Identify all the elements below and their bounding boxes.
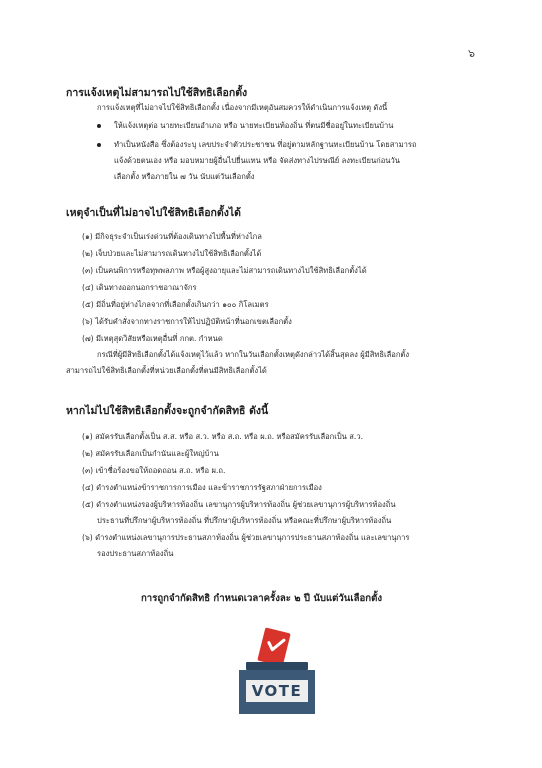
section2-heading: เหตุจำเป็นที่ไม่อาจไปใช้สิทธิเลือกตั้งได้ <box>66 207 241 219</box>
section3-item: (๒) สมัครรับเลือกเป็นกำนันและผู้ใหญ่บ้าน <box>82 449 219 458</box>
footer-heading: การถูกจำกัดสิทธิ กำหนดเวลาครั้งละ ๒ ปี นับแต่วันเลือกตั้ง <box>141 593 383 604</box>
vote-label: VOTE <box>251 682 303 700</box>
section3-item: (๖) ดำรงตำแหน่งเลขานุการประธานสภาท้องถิ่น ผู้ช่วยเลขานุการประธานสภาท้องถิ่น และเลขานุการ <box>82 533 410 542</box>
section2-item: (๖) ได้รับคำสั่งจากทางราชการให้ไปปฏิบัติหน้าที่นอกเขตเลือกตั้ง <box>82 317 292 326</box>
bullet-dot <box>97 124 101 128</box>
section2-item: (๓) เป็นคนพิการหรือทุพพลภาพ หรือผู้สูงอายุและไม่สามารถเดินทางไปใช้สิทธิเลือกตั้งได้ <box>82 266 367 275</box>
section2-item: (๒) เจ็บป่วยและไม่สามารถเดินทางไปใช้สิทธิเลือกตั้งได้ <box>82 249 262 258</box>
section3-item: (๔) ดำรงตำแหน่งข้าราชการการเมือง และข้าราชการรัฐสภาฝ่ายการเมือง <box>82 483 322 492</box>
bullet-dot <box>97 143 101 147</box>
section3-item: (๑) สมัครรับเลือกตั้งเป็น ส.ส. หรือ ส.ว. หรือ ส.ถ. หรือ ผ.ถ. หรือสมัครรับเลือกเป็น ส.ว. <box>82 432 364 441</box>
section1-bullet1: ให้แจ้งเหตุต่อ นายทะเบียนอำเภอ หรือ นายทะเบียนท้องถิ่น ที่ตนมีชื่ออยู่ในทะเบียนบ้าน <box>114 121 394 130</box>
section3-item: (๕) ดำรงตำแหน่งรองผู้บริหารท้องถิ่น เลขานุการผู้บริหารท้องถิ่น ผู้ช่วยเลขานุการผู้บริหารท้องถิ่น <box>82 500 396 509</box>
page-number: ๖ <box>468 47 475 60</box>
section1-bullet2-line3: เลือกตั้ง หรือภายใน ๗ วัน นับแต่วันเลือกตั้ง <box>114 172 255 181</box>
section2-item: (๗) มีเหตุสุดวิสัยหรือเหตุอื่นที่ กกต. กำหนด <box>82 334 223 343</box>
section2-note-line2: สามารถไปใช้สิทธิเลือกตั้งที่หน่วยเลือกตั้งที่ตนมีสิทธิเลือกตั้งได้ <box>66 366 267 375</box>
section3-item: (๓) เข้าชื่อร้องขอให้ถอดถอน ส.ถ. หรือ ผ.ถ. <box>82 466 226 475</box>
section1-bullet2-line2: แจ้งด้วยตนเอง หรือ มอบหมายผู้อื่นไปยื่นแทน หรือ จัดส่งทางไปรษณีย์ ลงทะเบียนก่อนวัน <box>114 156 400 165</box>
section1-heading: การแจ้งเหตุไม่สามารถไปใช้สิทธิเลือกตั้ง <box>66 87 248 99</box>
section1-bullet2-line1: ทำเป็นหนังสือ ซึ่งต้องระบุ เลขประจำตัวประชาชน ที่อยู่ตามหลักฐานทะเบียนบ้าน โดยสามารถ <box>114 140 417 149</box>
section1-intro: การแจ้งเหตุที่ไม่อาจไปใช้สิทธิเลือกตั้ง เนื่องจากมีเหตุอันสมควรให้ดำเนินการแจ้งเหตุ ดังนี้ <box>97 103 388 112</box>
section2-item: (๕) มีถิ่นที่อยู่ห่างไกลจากที่เลือกตั้งเกินกว่า ๑๐๐ กิโลเมตร <box>82 300 269 309</box>
section2-item: (๔) เดินทางออกนอกราชอาณาจักร <box>82 283 197 292</box>
ballot-icon <box>257 627 290 666</box>
section2-note-line1: กรณีที่ผู้มีสิทธิเลือกตั้งได้แจ้งเหตุไว้แล้ว หากในวันเลือกตั้งเหตุดังกล่าวได้สิ้นสุดลง ผู้มีสิทธิเลือกตั้ง <box>97 350 410 359</box>
section3-heading: หากไม่ไปใช้สิทธิเลือกตั้งจะถูกจำกัดสิทธิ ดังนี้ <box>66 405 269 417</box>
vote-box-illustration <box>234 626 320 718</box>
section2-item: (๑) มีกิจธุระจำเป็นเร่งด่วนที่ต้องเดินทางไปพื้นที่ห่างไกล <box>82 232 262 241</box>
section3-item-cont: ประธานที่ปรึกษาผู้บริหารท้องถิ่น ที่ปรึกษาผู้บริหารท้องถิ่น หรือคณะที่ปรึกษาผู้บริหารท้องถิ่น <box>97 516 392 525</box>
section3-item-cont: รองประธานสภาท้องถิ่น <box>97 549 174 558</box>
